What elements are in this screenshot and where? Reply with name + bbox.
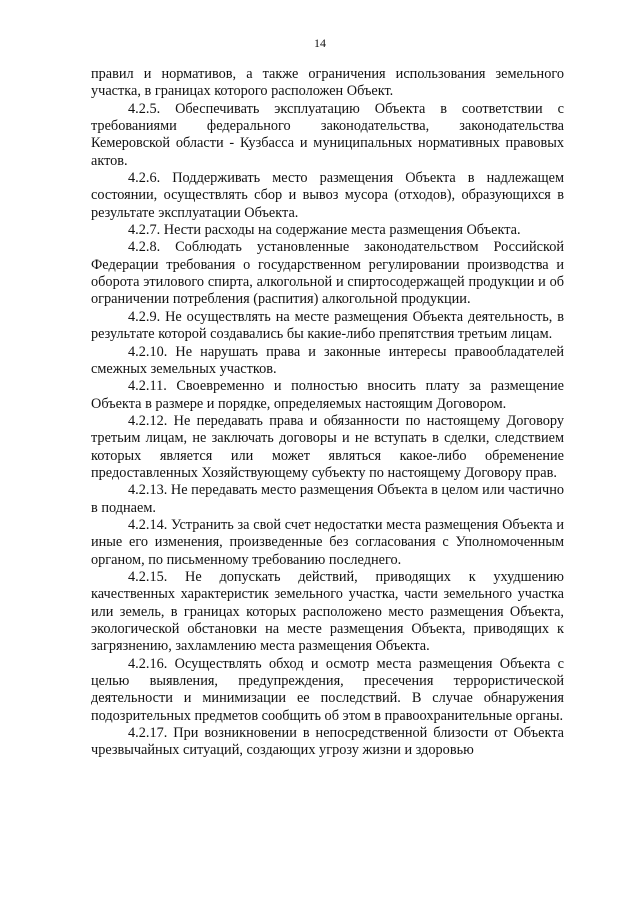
- paragraph-4-2-9: 4.2.9. Не осуществлять на месте размещения Объекта деятельность, в результате которой создавались бы какие-либо препятствия третьим лицам.: [91, 308, 564, 343]
- paragraph-4-2-6: 4.2.6. Поддерживать место размещения Объекта в надлежащем состоянии, осуществлять сбор и вывоз мусора (отходов), образующихся в результате эксплуатации Объекта.: [91, 170, 564, 221]
- paragraph-4-2-12: 4.2.12. Не передавать права и обязанности по настоящему Договору третьим лицам, не заключать договоры и не вступать в сделки, следствием которых является или может являться какое-либо обременение предоставленных Хозяйствующему субъекту по настоящему Договору прав.: [91, 412, 564, 481]
- page-number: 14: [314, 36, 326, 50]
- paragraph-4-2-10: 4.2.10. Не нарушать права и законные интересы правообладателей смежных земельных участков.: [91, 343, 564, 377]
- paragraph-4-2-13: 4.2.13. Не передавать место размещения Объекта в целом или частично в поднаем.: [91, 482, 564, 516]
- paragraph-4-2-16: 4.2.16. Осуществлять обход и осмотр места размещения Объекта с целью выявления, предупреждения, пресечения террористической деятельности и минимизации ее последствий. В случае обнаружения подозрительных предметов сообщить об этом в правоохранительные органы.: [91, 655, 564, 724]
- paragraph-4-2-17: 4.2.17. При возникновении в непосредственной близости от Объекта чрезвычайных ситуаций, создающих угрозу жизни и здоровью: [91, 725, 564, 759]
- paragraph-continuation: правил и нормативов, а также ограничения использования земельного участка, в границах которого расположен Объект.: [91, 66, 564, 100]
- paragraph-4-2-11: 4.2.11. Своевременно и полностью вносить плату за размещение Объекта в размере и порядке, определяемых настоящим Договором.: [91, 378, 564, 412]
- paragraph-4-2-5: 4.2.5. Обеспечивать эксплуатацию Объекта в соответствии с требованиями федерального законодательства, законодательства Кемеровской области - Кузбасса и муниципальных нормативных правовых актов.: [91, 100, 564, 169]
- paragraph-4-2-7: 4.2.7. Нести расходы на содержание места размещения Объекта.: [128, 222, 521, 239]
- paragraph-4-2-14: 4.2.14. Устранить за свой счет недостатки места размещения Объекта и иные его изменения, произведенные без согласования с Уполномоченным органом, по письменному требованию последнего.: [91, 516, 564, 568]
- paragraph-4-2-15: 4.2.15. Не допускать действий, приводящих к ухудшению качественных характеристик земельного участка, части земельного участка или земель, в границах которых расположено место размещения Объекта, экологической обстановки на месте размещения Объекта, приводящих к загрязнению, захламлению места размещения Объекта.: [91, 568, 564, 655]
- paragraph-4-2-8: 4.2.8. Соблюдать установленные законодательством Российской Федерации требования о государственном регулировании производства и оборота этилового спирта, алкогольной и спиртосодержащей продукции и об ограничении потребления (распития) алкогольной продукции.: [91, 239, 564, 308]
- document-body: [91, 66, 564, 760]
